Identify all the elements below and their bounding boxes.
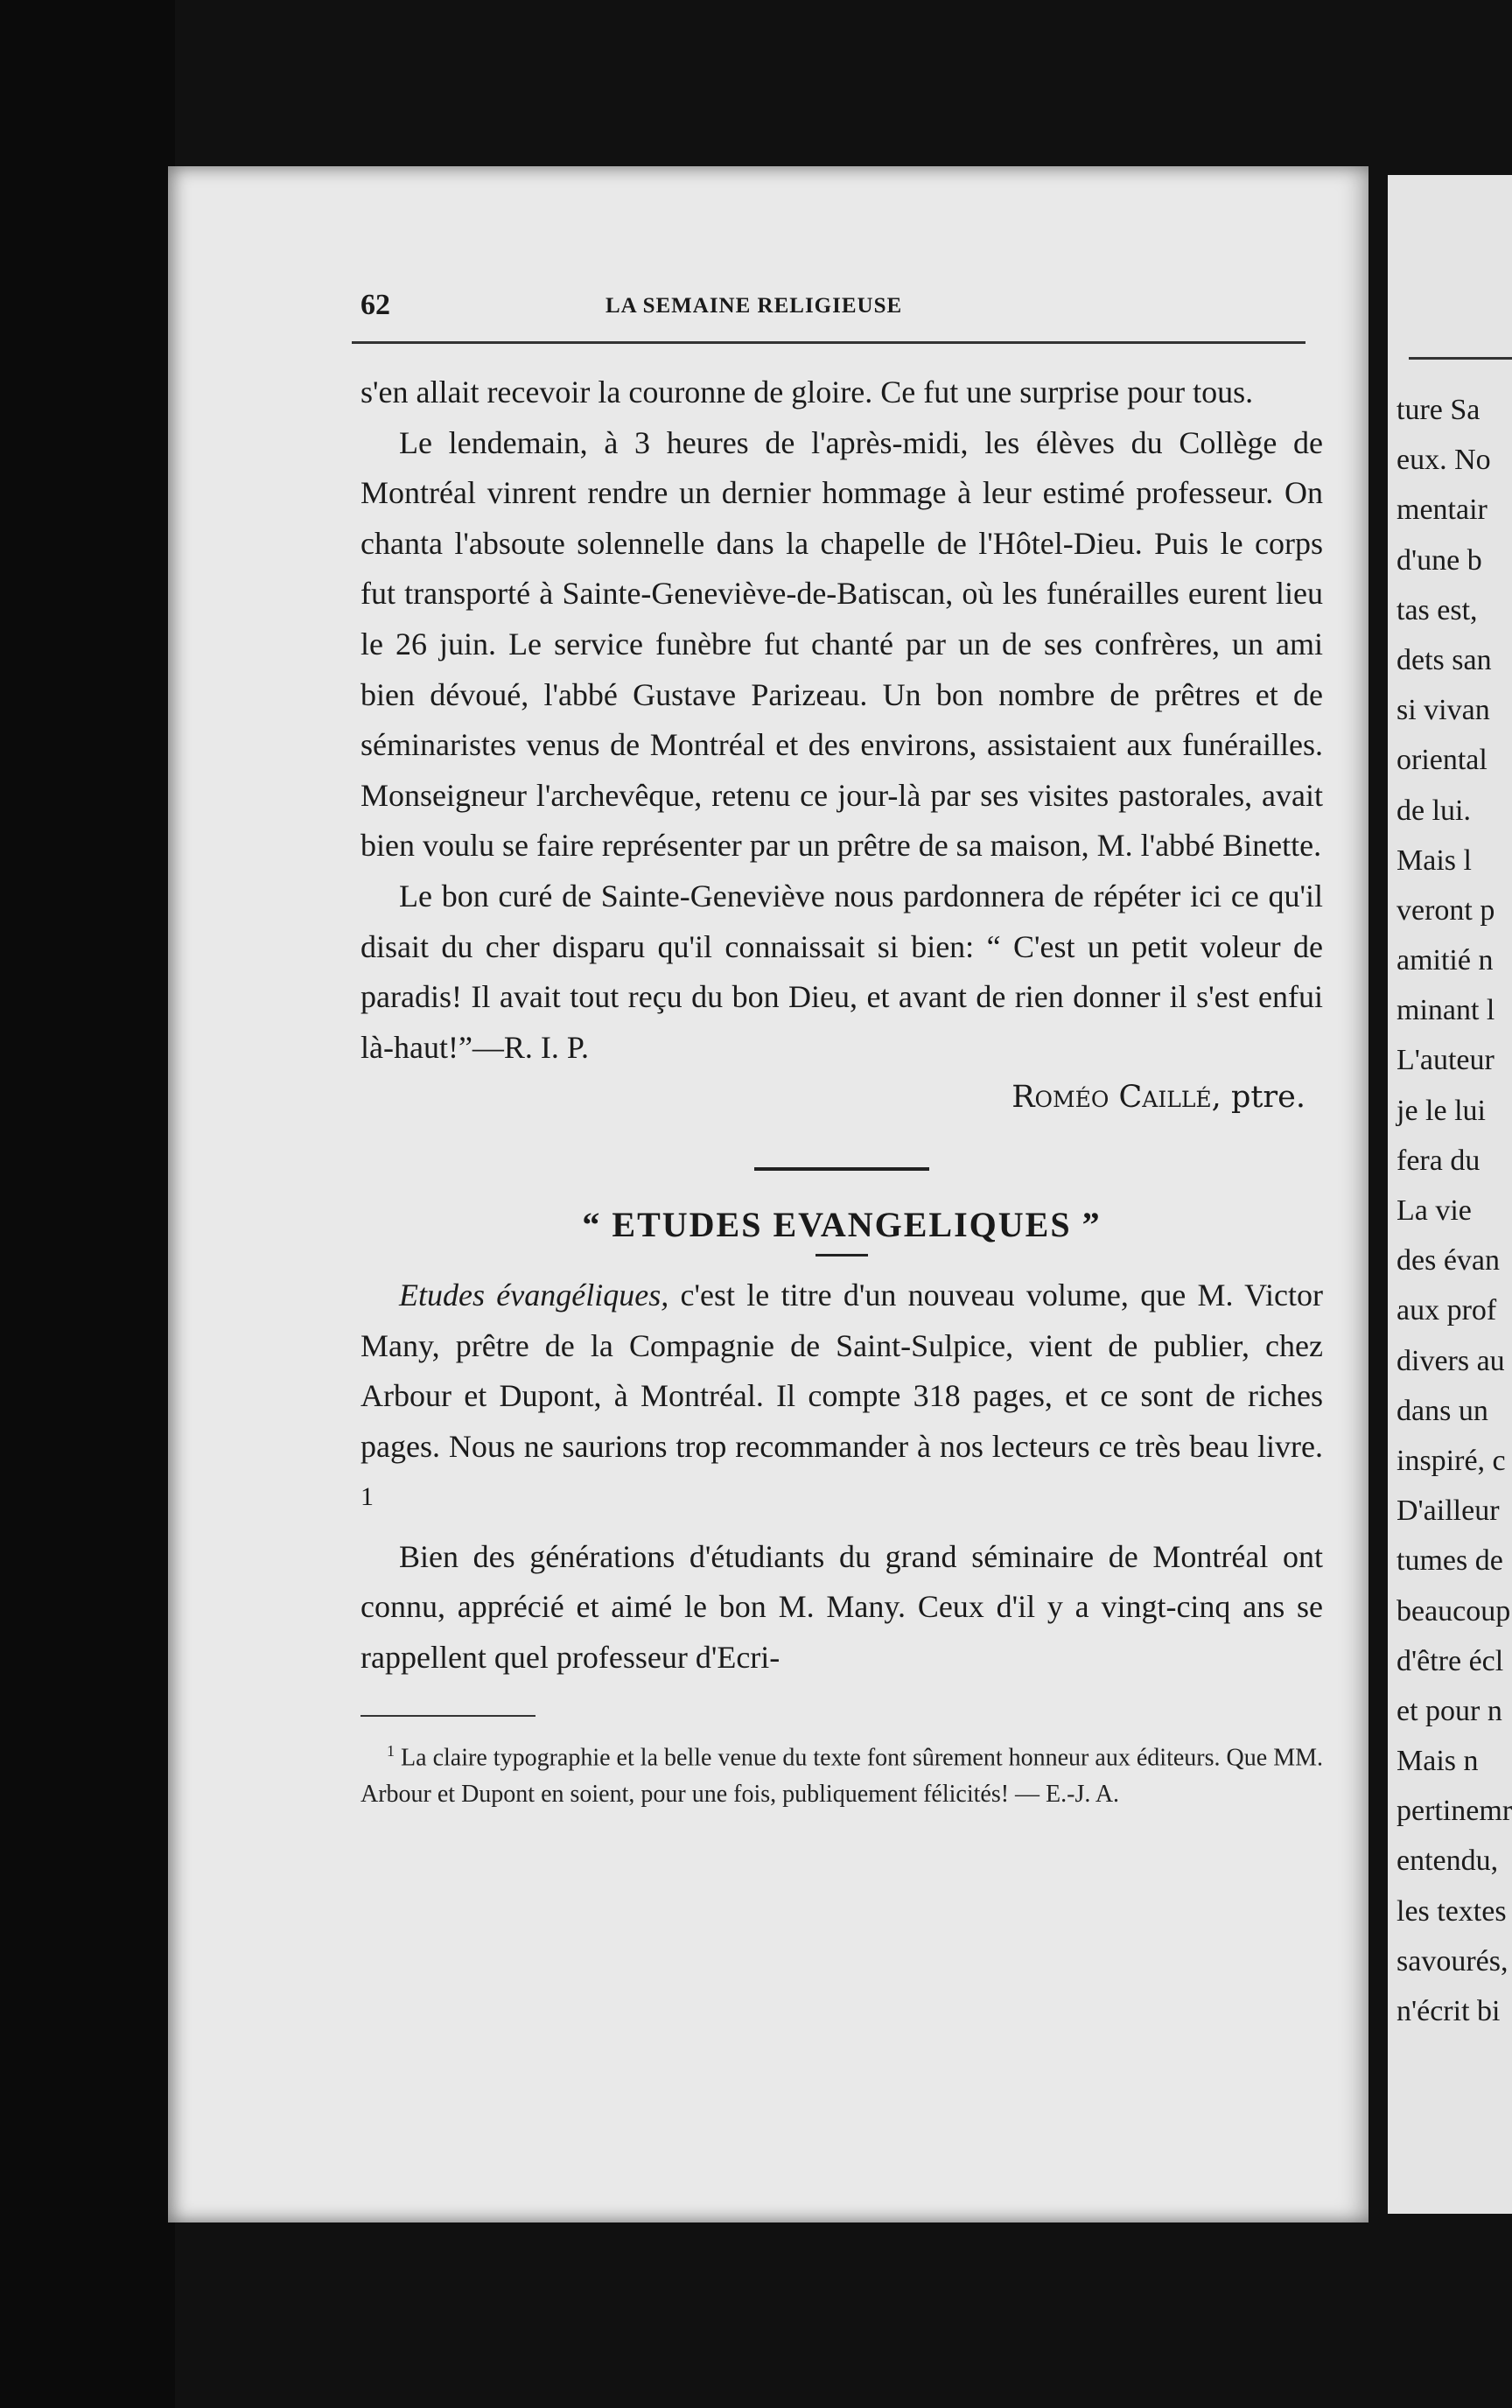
article-obituary — [360, 368, 1323, 1073]
facing-line: n'écrit bi — [1396, 1995, 1501, 2027]
facing-line: des évan — [1396, 1244, 1501, 1278]
facing-line: les textes — [1396, 1894, 1507, 1928]
facing-line: La vie — [1396, 1194, 1472, 1227]
facing-line: tumes de — [1396, 1544, 1503, 1578]
facing-line: entendu, — [1396, 1844, 1499, 1878]
facing-line: pertinemr — [1396, 1795, 1512, 1828]
facing-header-rule — [1409, 357, 1512, 360]
facing-line: oriental — [1396, 744, 1488, 777]
facing-line: Mais n — [1396, 1745, 1479, 1778]
article-review — [360, 1270, 1323, 1684]
footnote-rule — [360, 1715, 536, 1717]
facing-line: d'être écl — [1396, 1644, 1504, 1677]
scan-left-margin — [0, 0, 175, 2408]
facing-line: minant l — [1396, 994, 1495, 1027]
facing-line: inspiré, c — [1396, 1444, 1506, 1477]
footnote — [360, 1732, 1323, 1813]
facing-line: dets san — [1396, 643, 1492, 676]
facing-line: Mais l — [1396, 844, 1472, 877]
signature — [360, 1073, 1323, 1124]
paragraph — [360, 1270, 1323, 1532]
facing-line: ture Sa — [1396, 394, 1480, 426]
paragraph-text: c'est le titre d'un nouveau volume, que M. Victor Many, prêtre de la Compagnie de Saint-Sulpice, vient de publier, chez Arbour et Dupont, à Montréal. Il compte 318 pages, et ce sont de riches pages. Nous ne saurions trop recommander à nos lecteurs ce très beau livre. — [360, 1277, 1323, 1464]
facing-line: veront p — [1396, 893, 1495, 927]
footnote-ref: 1 — [360, 1482, 374, 1512]
paragraph: Le lendemain, à 3 heures de l'après-midi, les élèves du Collège de Montréal vinrent rendre un dernier hommage à leur estimé professeur. On chanta l'absoute solennelle dans la chapelle de l'Hôtel-Dieu. Puis le corps fut transporté à Sainte-Geneviève-de-Batiscan, où les funérailles eurent lieu le 26 juin. Le service funèbre fut chanté par un de ses confrères, un ami bien dévoué, l'abbé Gustave Parizeau. Un bon nombre de prêtres et de séminaristes venus de Montréal et des environs, assistaient aux funérailles. Monseigneur l'archevêque, retenu ce jour-là par ses visites pastorales, avait bien voulu se faire représenter par un prêtre de sa maison, M. l'abbé Binette. — [360, 424, 1323, 864]
paragraph: s'en allait recevoir la couronne de gloire. Ce fut une surprise pour tous. — [360, 374, 1254, 410]
facing-line: beaucoup — [1396, 1594, 1511, 1628]
facing-line: d'une b — [1396, 543, 1482, 577]
page-number: 62 — [360, 289, 390, 321]
footnote-text: La claire typographie et la belle venue du texte font sûrement honneur aux éditeurs. Que MM. Arbour et Dupont en soient, pour une fois, publiquement félicités! — E.-J. A. — [360, 1743, 1323, 1808]
title-rule — [816, 1254, 868, 1256]
facing-line: fera du — [1396, 1144, 1480, 1177]
facing-line: mentair — [1396, 494, 1488, 527]
facing-line: eux. No — [1396, 444, 1491, 477]
page-header — [360, 289, 1323, 368]
facing-line: de lui. — [1396, 794, 1471, 827]
page-content — [360, 289, 1323, 1813]
facing-page-text — [1396, 385, 1512, 2036]
facing-line: amitié n — [1396, 944, 1494, 977]
facing-line: dans un — [1396, 1394, 1488, 1427]
book-title: Etudes évangéliques, — [399, 1277, 669, 1312]
facing-line: je le lui — [1396, 1094, 1486, 1127]
page-left — [168, 166, 1368, 2222]
page-right-partial — [1388, 175, 1512, 2214]
facing-line: savourés, — [1396, 1944, 1508, 1978]
facing-line: si vivan — [1396, 694, 1490, 727]
facing-line: divers au — [1396, 1344, 1505, 1377]
facing-line: D'ailleur — [1396, 1494, 1500, 1528]
paragraph: Bien des générations d'étudiants du grand séminaire de Montréal ont connu, apprécié et aimé le bon M. Many. Ceux d'il y a vingt-cinq ans se rappellent quel professeur d'Ecri- — [360, 1538, 1323, 1676]
facing-line: et pour n — [1396, 1694, 1502, 1727]
facing-line: L'auteur — [1396, 1044, 1494, 1077]
signature-title: ptre. — [1230, 1080, 1306, 1116]
header-rule — [352, 341, 1306, 344]
section-title: “ ETUDES EVANGELIQUES ” — [582, 1204, 1102, 1244]
paragraph: Le bon curé de Sainte-Geneviève nous pardonnera de répéter ici ce qu'il disait du cher disparu qu'il connaissait si bien: “ C'est un petit voleur de paradis! Il avait tout reçu du bon Dieu, et avant de rien donner il s'est enfui là-haut!”—R. I. P. — [360, 878, 1323, 1065]
footnote-marker: 1 — [387, 1741, 395, 1760]
facing-line: tas est, — [1396, 593, 1478, 626]
running-head: LA SEMAINE RELIGIEUSE — [606, 294, 903, 318]
section-divider — [754, 1167, 929, 1171]
signature-name: Roméo Caillé, — [1012, 1080, 1222, 1116]
facing-line: aux prof — [1396, 1294, 1497, 1327]
